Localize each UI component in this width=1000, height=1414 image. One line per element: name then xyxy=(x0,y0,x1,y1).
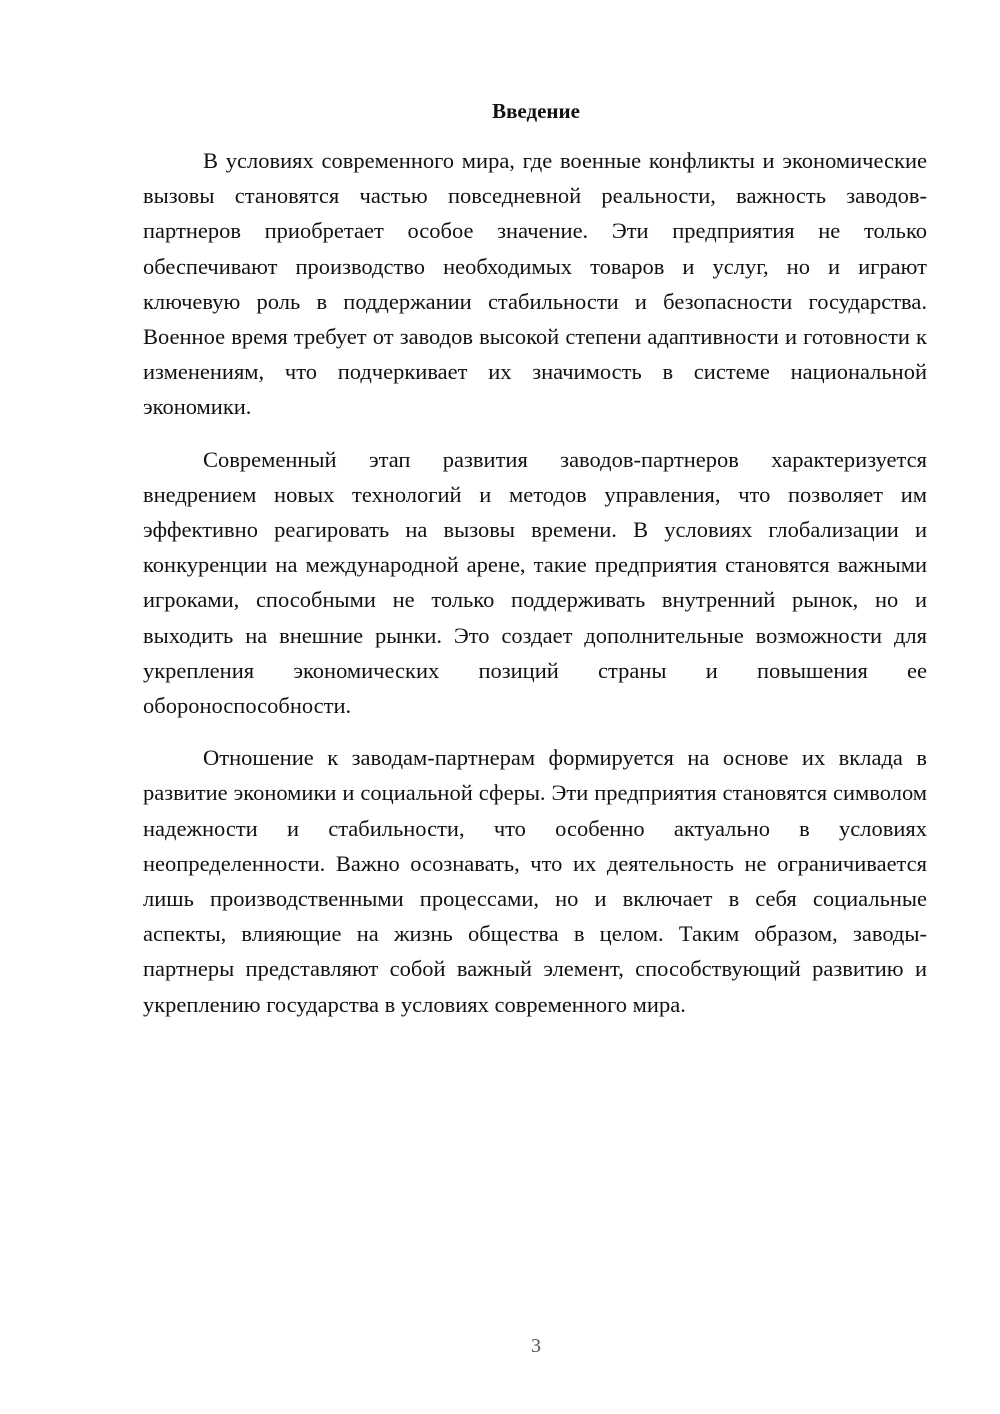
page-title: Введение xyxy=(492,99,580,123)
page-number: 3 xyxy=(531,1335,541,1357)
paragraph-2: Современный этап развития заводов-партнеров характеризуется внедрением новых технологий и методов управления, что позволяет им эффективно реагировать на вызовы времени. В условиях глобализации и конкуренции на международной арене, такие предприятия становятся важными игроками, способными не только поддерживать внутренний рынок, но и выходить на внешние рынки. Это создает дополнительные возможности для укрепления экономических позиций страны и повышения ее обороноспособности. xyxy=(143,446,927,719)
paragraph-1: В условиях современного мира, где военные конфликты и экономические вызовы становятся частью повседневной реальности, важность заводов-партнеров приобретает особое значение. Эти предприятия не только обеспечивают производство необходимых товаров и услуг, но и играют ключевую роль в поддержании стабильности и безопасности государства. Военное время требует от заводов высокой степени адаптивности и готовности к изменениям, что подчеркивает их значимость в системе национальной экономики. xyxy=(143,148,927,420)
document-body xyxy=(143,143,927,1022)
paragraph-3: Отношение к заводам-партнерам формируется на основе их вклада в развитие экономики и социальной сферы. Эти предприятия становятся символом надежности и стабильности, что особенно актуально в условиях неопределенности. Важно осознавать, что их деятельность не ограничивается лишь производственными процессами, но и включает в себя социальные аспекты, влияющие на жизнь общества в целом. Таким образом, заводы-партнеры представляют собой важный элемент, способствующий развитию и укреплению государства в условиях современного мира. xyxy=(143,745,927,1017)
